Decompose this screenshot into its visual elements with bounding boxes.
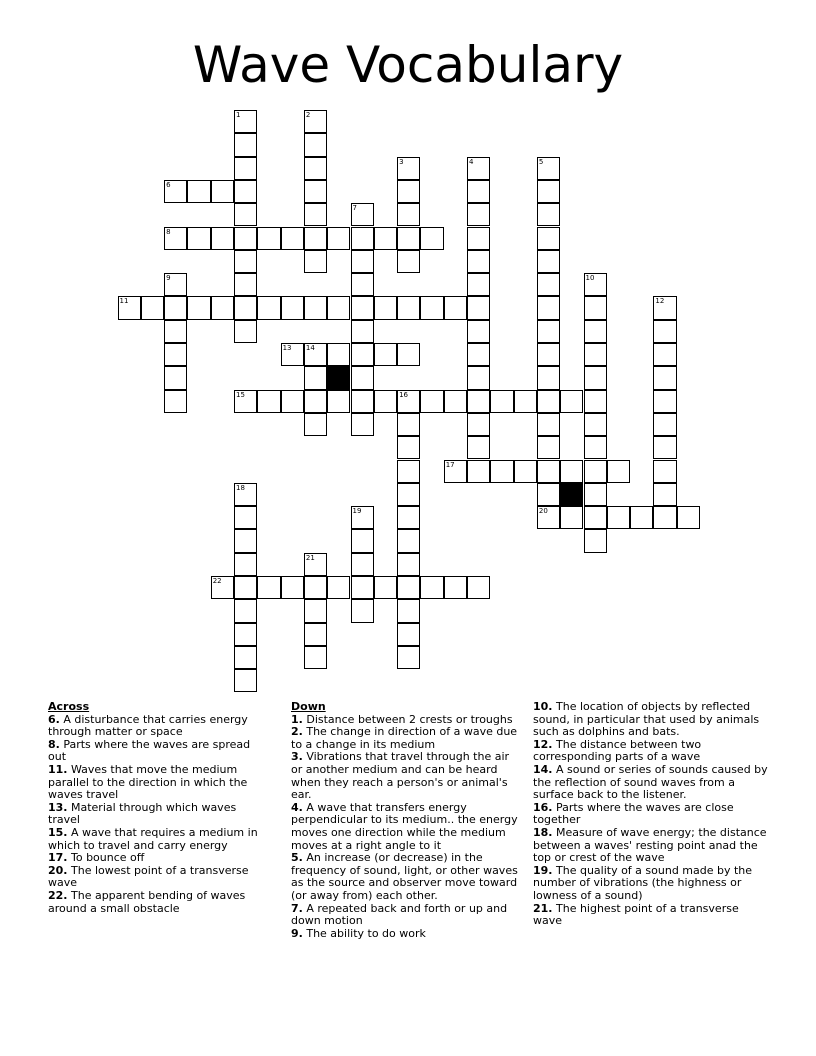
grid-cell[interactable] (351, 529, 374, 552)
clue-number-label: 9. (291, 926, 303, 940)
grid-cell[interactable] (304, 599, 327, 622)
clue-number-label: 16. (533, 800, 553, 814)
grid-cell[interactable] (584, 320, 607, 343)
clue-across-20 (48, 865, 270, 890)
clue-text: A sound or series of sounds caused by the reflection of sound waves from a surface back to the listener. (533, 762, 768, 802)
clue-number-label: 2. (291, 725, 303, 739)
clue-number: 16 (399, 390, 409, 399)
clue-down-5 (291, 852, 523, 902)
clue-number: 13 (282, 344, 292, 352)
grid-cell[interactable] (397, 296, 420, 319)
clue-down-4 (291, 802, 523, 852)
grid-cell[interactable] (584, 343, 607, 366)
black-square (560, 483, 583, 506)
clue-number-label: 17. (48, 851, 68, 865)
grid-cell[interactable] (304, 390, 327, 413)
grid-cell[interactable] (374, 296, 397, 319)
grid-cell[interactable] (444, 576, 467, 599)
grid-cell[interactable] (420, 390, 443, 413)
clue-number: 12 (655, 297, 665, 306)
clue-number: 18 (236, 483, 245, 492)
grid-cell[interactable] (234, 320, 257, 343)
grid-cell[interactable] (234, 203, 257, 226)
grid-cell[interactable] (304, 646, 327, 669)
grid-cell[interactable] (257, 227, 280, 250)
grid-cell[interactable] (397, 227, 420, 250)
grid-cell[interactable] (584, 296, 607, 319)
grid-cell[interactable] (234, 529, 257, 552)
clue-text: To bounce off (71, 851, 145, 865)
grid-cell[interactable] (281, 576, 304, 599)
clue-more-16 (533, 802, 769, 827)
grid-cell[interactable] (397, 646, 420, 669)
grid-cell[interactable] (351, 599, 374, 622)
clue-number: 11 (119, 297, 129, 306)
grid-cell[interactable] (537, 320, 560, 343)
grid-cell[interactable] (187, 296, 210, 319)
grid-cell[interactable] (537, 460, 560, 483)
clue-text: A disturbance that carries energy through matter or space (48, 712, 248, 739)
clue-more-14 (533, 764, 769, 802)
grid-cell[interactable] (537, 203, 560, 226)
grid-cell[interactable] (234, 296, 257, 319)
grid-cell[interactable] (607, 506, 630, 529)
clue-number: 2 (305, 111, 311, 119)
grid-cell[interactable] (467, 413, 490, 436)
clue-number-label: 22. (48, 888, 68, 902)
grid-cell[interactable] (397, 343, 420, 366)
clue-number-label: 5. (291, 851, 303, 865)
grid-cell[interactable] (397, 180, 420, 203)
clue-number: 15 (236, 390, 245, 399)
clue-text: Vibrations that travel through the air or another medium and can be heard when they reach a person's or animal's ear. (291, 750, 510, 802)
clue-number: 22 (212, 577, 222, 585)
clue-number: 6 (166, 180, 171, 189)
clue-text: An increase (or decrease) in the frequency of sound, light, or other waves as the source and observer move toward (or away from) each other. (291, 851, 518, 902)
clue-number: 3 (399, 157, 404, 166)
grid-cell[interactable] (234, 250, 257, 273)
clue-number-label: 10. (533, 700, 553, 713)
clue-text: Parts where the waves are close together (533, 800, 734, 827)
clue-number-label: 20. (48, 863, 68, 877)
grid-cell[interactable] (234, 669, 257, 692)
grid-cell[interactable] (420, 227, 443, 250)
grid-cell[interactable] (653, 390, 676, 413)
clue-across-13 (48, 802, 270, 827)
grid-cell[interactable] (584, 483, 607, 506)
grid-cell[interactable] (397, 599, 420, 622)
clue-text: Waves that move the medium parallel to the direction in which the waves travel (48, 762, 248, 802)
grid-cell[interactable] (537, 343, 560, 366)
grid-cell[interactable] (211, 180, 234, 203)
clue-number-label: 6. (48, 712, 60, 726)
grid-cell[interactable] (537, 273, 560, 296)
clue-down-2 (291, 726, 523, 751)
grid-cell[interactable] (234, 133, 257, 156)
grid-cell[interactable] (327, 227, 350, 250)
grid-cell[interactable] (374, 576, 397, 599)
grid-cell[interactable] (304, 576, 327, 599)
grid-cell[interactable] (584, 460, 607, 483)
grid-cell[interactable] (467, 250, 490, 273)
grid-cell[interactable] (607, 460, 630, 483)
grid-cell[interactable] (490, 390, 513, 413)
clue-number: 10 (585, 274, 595, 283)
grid-cell[interactable] (351, 390, 374, 413)
grid-cell[interactable] (327, 390, 350, 413)
grid-cell[interactable] (397, 250, 420, 273)
grid-cell[interactable] (351, 366, 374, 389)
clue-number: 14 (305, 344, 315, 352)
grid-cell[interactable] (304, 296, 327, 319)
clue-across-8 (48, 739, 270, 764)
clue-text: The distance between two corresponding parts of a wave (533, 737, 702, 764)
clue-number-label: 4. (291, 800, 303, 814)
grid-cell[interactable] (537, 436, 560, 459)
grid-cell[interactable] (653, 366, 676, 389)
grid-cell[interactable] (653, 413, 676, 436)
grid-cell[interactable] (584, 529, 607, 552)
clue-more-10 (533, 701, 769, 739)
grid-cell[interactable] (397, 413, 420, 436)
grid-cell[interactable] (467, 366, 490, 389)
clue-text: The location of objects by reflected sound, in particular that used by animals such as dolphins and bats. (533, 700, 760, 739)
grid-cell[interactable] (281, 390, 304, 413)
grid-cell[interactable] (374, 227, 397, 250)
clue-text: The ability to do work (306, 926, 426, 940)
grid-cell[interactable] (584, 413, 607, 436)
down-clues (291, 701, 523, 940)
grid-cell[interactable] (467, 460, 490, 483)
across-header: Across (48, 700, 90, 713)
grid-cell[interactable] (514, 460, 537, 483)
grid-cell[interactable] (327, 296, 350, 319)
grid-cell[interactable] (257, 576, 280, 599)
clue-number-label: 18. (533, 825, 553, 839)
grid-cell[interactable] (234, 599, 257, 622)
grid-cell[interactable] (257, 296, 280, 319)
grid-cell[interactable] (584, 436, 607, 459)
grid-cell[interactable] (397, 623, 420, 646)
clue-text: The quality of a sound made by the number of vibrations (the highness or lowness of a sound) (533, 863, 753, 902)
clue-more-21 (533, 903, 769, 928)
grid-cell[interactable] (630, 506, 653, 529)
grid-cell[interactable] (234, 646, 257, 669)
grid-cell[interactable] (653, 436, 676, 459)
grid-cell[interactable] (467, 343, 490, 366)
grid-cell[interactable] (234, 157, 257, 180)
grid-cell[interactable] (397, 436, 420, 459)
grid-cell[interactable] (304, 203, 327, 226)
grid-cell[interactable] (420, 576, 443, 599)
grid-cell[interactable] (653, 320, 676, 343)
puzzle-title: Wave Vocabulary (192, 36, 624, 94)
grid-cell[interactable] (281, 227, 304, 250)
grid-cell[interactable] (490, 460, 513, 483)
clue-more-18 (533, 827, 769, 865)
clue-across-22 (48, 890, 270, 915)
grid-cell[interactable] (537, 250, 560, 273)
clue-text: Distance between 2 crests or troughs (306, 712, 513, 726)
clue-number: 17 (445, 460, 455, 469)
grid-cell[interactable] (467, 180, 490, 203)
grid-cell[interactable] (397, 553, 420, 576)
grid-cell[interactable] (234, 506, 257, 529)
clue-text: The apparent bending of waves around a small obstacle (48, 888, 246, 915)
grid-cell[interactable] (397, 529, 420, 552)
grid-cell[interactable] (351, 343, 374, 366)
clue-number-label: 14. (533, 762, 553, 776)
clue-number-label: 3. (291, 750, 303, 764)
clue-text: Measure of wave energy; the distance between a waves' resting point anad the top or crest of the wave (533, 825, 767, 865)
grid-cell[interactable] (537, 390, 560, 413)
grid-cell[interactable] (164, 343, 187, 366)
grid-cell[interactable] (537, 483, 560, 506)
grid-cell[interactable] (374, 390, 397, 413)
grid-cell[interactable] (444, 296, 467, 319)
grid-cell[interactable] (584, 506, 607, 529)
clue-more-12 (533, 739, 769, 764)
grid-cell[interactable] (467, 203, 490, 226)
clue-number: 21 (305, 553, 315, 562)
black-square (327, 366, 350, 389)
clue-number-label: 7. (291, 901, 303, 915)
grid-cell[interactable] (281, 296, 304, 319)
grid-cell[interactable] (164, 366, 187, 389)
clue-text: The highest point of a transverse wave (533, 901, 739, 928)
grid-cell[interactable] (304, 180, 327, 203)
grid-cell[interactable] (351, 296, 374, 319)
clue-number-label: 15. (48, 825, 68, 839)
grid-cell[interactable] (467, 296, 490, 319)
grid-cell[interactable] (653, 343, 676, 366)
grid-cell[interactable] (444, 390, 467, 413)
grid-cell[interactable] (234, 227, 257, 250)
grid-cell[interactable] (677, 506, 700, 529)
grid-cell[interactable] (397, 460, 420, 483)
grid-cell[interactable] (327, 576, 350, 599)
down-clues-continued (533, 701, 769, 928)
grid-cell[interactable] (397, 506, 420, 529)
grid-cell[interactable] (560, 390, 583, 413)
grid-cell[interactable] (327, 343, 350, 366)
grid-cell[interactable] (537, 180, 560, 203)
grid-cell[interactable] (397, 576, 420, 599)
grid-cell[interactable] (351, 553, 374, 576)
grid-cell[interactable] (141, 296, 164, 319)
grid-cell[interactable] (187, 227, 210, 250)
clue-number-label: 11. (48, 762, 68, 776)
grid-cell[interactable] (397, 483, 420, 506)
grid-cell[interactable] (164, 320, 187, 343)
clue-number: 7 (352, 204, 357, 213)
grid-cell[interactable] (187, 180, 210, 203)
grid-cell[interactable] (351, 273, 374, 296)
clue-number-label: 19. (533, 863, 553, 877)
clue-text: Parts where the waves are spread out (48, 737, 251, 764)
grid-cell[interactable] (584, 390, 607, 413)
across-clues (48, 701, 270, 915)
clue-number: 4 (469, 157, 474, 166)
grid-cell[interactable] (514, 390, 537, 413)
clue-across-15 (48, 827, 270, 852)
grid-cell[interactable] (304, 366, 327, 389)
clue-number-label: 12. (533, 737, 553, 751)
clue-number-label: 21. (533, 901, 553, 915)
grid-cell[interactable] (304, 250, 327, 273)
grid-cell[interactable] (304, 623, 327, 646)
grid-cell[interactable] (351, 250, 374, 273)
grid-cell[interactable] (467, 227, 490, 250)
grid-cell[interactable] (164, 390, 187, 413)
grid-cell[interactable] (351, 320, 374, 343)
grid-cell[interactable] (234, 576, 257, 599)
grid-cell[interactable] (653, 483, 676, 506)
grid-cell[interactable] (304, 227, 327, 250)
grid-cell[interactable] (304, 413, 327, 436)
clue-number-label: 8. (48, 737, 60, 751)
grid-cell[interactable] (420, 296, 443, 319)
grid-cell[interactable] (467, 436, 490, 459)
grid-cell[interactable] (304, 133, 327, 156)
grid-cell[interactable] (234, 553, 257, 576)
grid-cell[interactable] (560, 460, 583, 483)
clue-number: 9 (166, 274, 171, 283)
clue-more-19 (533, 865, 769, 903)
grid-cell[interactable] (351, 576, 374, 599)
grid-cell[interactable] (653, 460, 676, 483)
grid-cell[interactable] (374, 343, 397, 366)
grid-cell[interactable] (351, 227, 374, 250)
clue-across-6 (48, 714, 270, 739)
grid-cell[interactable] (234, 273, 257, 296)
grid-cell[interactable] (584, 366, 607, 389)
clue-down-7 (291, 903, 523, 928)
grid-cell[interactable] (467, 390, 490, 413)
grid-cell[interactable] (257, 390, 280, 413)
grid-cell[interactable] (537, 366, 560, 389)
grid-cell[interactable] (164, 296, 187, 319)
grid-cell[interactable] (211, 227, 234, 250)
grid-cell[interactable] (537, 413, 560, 436)
grid-cell[interactable] (653, 506, 676, 529)
grid-cell[interactable] (304, 157, 327, 180)
clue-text: A repeated back and forth or up and down motion (291, 901, 508, 928)
clue-down-3 (291, 751, 523, 801)
clue-text: Material through which waves travel (48, 800, 237, 827)
grid-cell[interactable] (351, 413, 374, 436)
clue-number: 19 (352, 507, 362, 516)
grid-cell[interactable] (537, 296, 560, 319)
clue-number: 8 (166, 227, 171, 236)
clue-number-label: 1. (291, 712, 303, 726)
grid-cell[interactable] (234, 180, 257, 203)
clue-number: 20 (538, 507, 548, 516)
grid-cell[interactable] (397, 203, 420, 226)
grid-cell[interactable] (467, 273, 490, 296)
clue-down-9 (291, 928, 523, 941)
clue-text: The change in direction of a wave due to a change in its medium (291, 725, 518, 751)
clue-number-label: 13. (48, 800, 68, 814)
grid-cell[interactable] (211, 296, 234, 319)
grid-cell[interactable] (467, 576, 490, 599)
clue-text: A wave that transfers energy perpendicular to its medium.. the energy moves one direction while the medium moves at a right angle to it (291, 800, 518, 852)
clue-text: The lowest point of a transverse wave (48, 863, 249, 890)
grid-cell[interactable] (537, 227, 560, 250)
clue-number: 5 (538, 157, 544, 166)
clue-text: A wave that requires a medium in which to travel and carry energy (48, 825, 258, 852)
clue-number: 1 (236, 111, 241, 119)
grid-cell[interactable] (467, 320, 490, 343)
grid-cell[interactable] (234, 623, 257, 646)
clue-across-11 (48, 764, 270, 802)
down-header: Down (291, 700, 326, 713)
grid-cell[interactable] (560, 506, 583, 529)
